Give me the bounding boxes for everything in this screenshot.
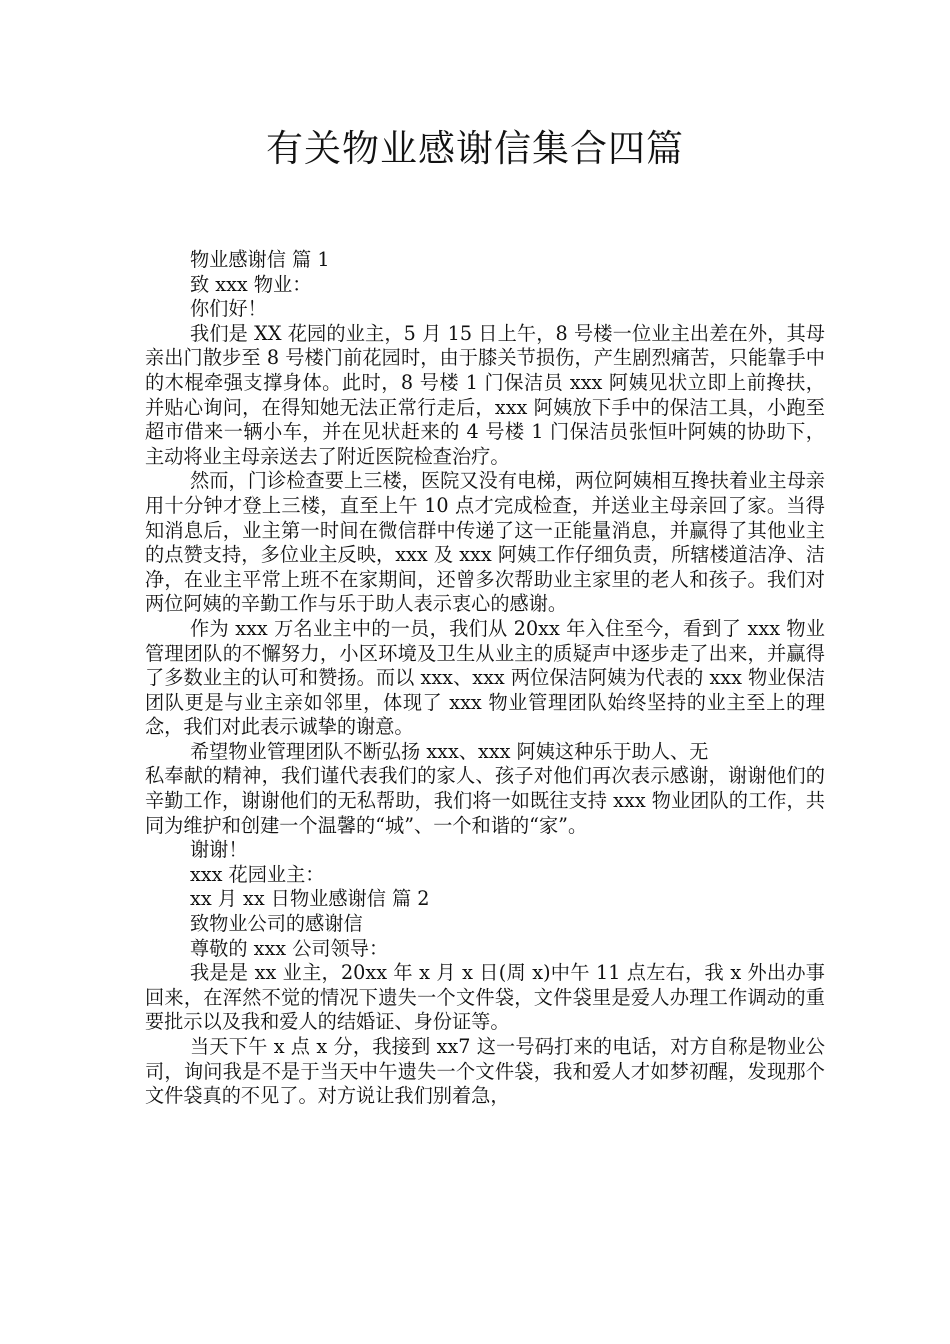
paragraph-letter-title: 致物业公司的感谢信 <box>190 912 363 936</box>
paragraph: 当天下午 x 点 x 分，我接到 xx7 这一号码打来的电话，对方自称是物业公司，询问我是不是于当天中午遗失一个文件袋，我和爱人才如梦初醒，发现那个文件袋真的不见了。对方说让我们别着急， <box>145 1035 825 1108</box>
document-body <box>145 248 825 1109</box>
paragraph: 我们是 XX 花园的业主，5 月 15 日上午，8 号楼一位业主出差在外，其母亲出门散步至 8 号楼门前花园时，由于膝关节损伤，产生剧烈痛苦，只能靠手中的木棍牵强支撑身体。此时，8 号楼 1 门保洁员 xxx 阿姨见状立即上前搀扶，并贴心询问，在得知她无法正常行走后，xxx 阿姨放下手中的保洁工具，小跑至超市借来一辆小车，并在见状赶来的 4 号楼 1 门保洁员张恒叶阿姨的协助下，主动将业主母亲送去了附近医院检查治疗。 <box>145 321 825 468</box>
paragraph: 作为 xxx 万名业主中的一员，我们从 20xx 年入住至今，看到了 xxx 物业管理团队的不懈努力，小区环境及卫生从业主的质疑声中逐步走了出来，并赢得了多数业主的认可和赞扬。而以 xxx、xxx 两位保洁阿姨为代表的 xxx 物业保洁团队更是与业主亲如邻里，体现了 xxx 物业管理团队始终坚持的业主至上的理念，我们对此表示诚挚的谢意。 <box>145 616 825 739</box>
paragraph-section-heading-1: 物业感谢信 篇 1 <box>190 248 330 271</box>
document-title: 有关物业感谢信集合四篇 <box>266 127 684 170</box>
paragraph-signature: xxx 花园业主： <box>190 862 325 886</box>
paragraph: 我是是 xx 业主，20xx 年 x 月 x 日(周 x)中午 11 点左右，我 x 外出办事回来，在浑然不觉的情况下遗失一个文件袋，文件袋里是爱人办理工作调动的重要批示以及我和爱人的结婚证、身份证等。 <box>145 961 825 1034</box>
paragraph-continuation: 私奉献的精神，我们谨代表我们的家人、孩子对他们再次表示感谢，谢谢他们的辛勤工作，谢谢他们的无私帮助，我们将一如既往支持 xxx 物业团队的工作，共同为维护和创建一个温馨的“城”、一个和谐的“家”。 <box>145 764 825 837</box>
paragraph: 希望物业管理团队不断弘扬 xxx、xxx 阿姨这种乐于助人、无 <box>190 739 709 763</box>
paragraph-date-and-section-heading-2: xx 月 xx 日物业感谢信 篇 2 <box>190 887 430 911</box>
paragraph: 然而，门诊检查要上三楼，医院又没有电梯，两位阿姨相互搀扶着业主母亲用十分钟才登上三楼，直至上午 10 点才完成检查，并送业主母亲回了家。当得知消息后，业主第一时间在微信群中传递了这一正能量消息，并赢得了其他业主的点赞支持，多位业主反映，xxx 及 xxx 阿姨工作仔细负责，所辖楼道洁净、洁净，在业主平常上班不在家期间，还曾多次帮助业主家里的老人和孩子。我们对两位阿姨的辛勤工作与乐于助人表示衷心的感谢。 <box>145 469 825 616</box>
paragraph-salutation: 尊敬的 xxx 公司领导： <box>190 936 389 960</box>
paragraph-thanks: 谢谢！ <box>190 838 248 862</box>
paragraph-salutation-to: 致 xxx 物业： <box>190 272 312 296</box>
paragraph-greeting: 你们好！ <box>190 297 267 321</box>
